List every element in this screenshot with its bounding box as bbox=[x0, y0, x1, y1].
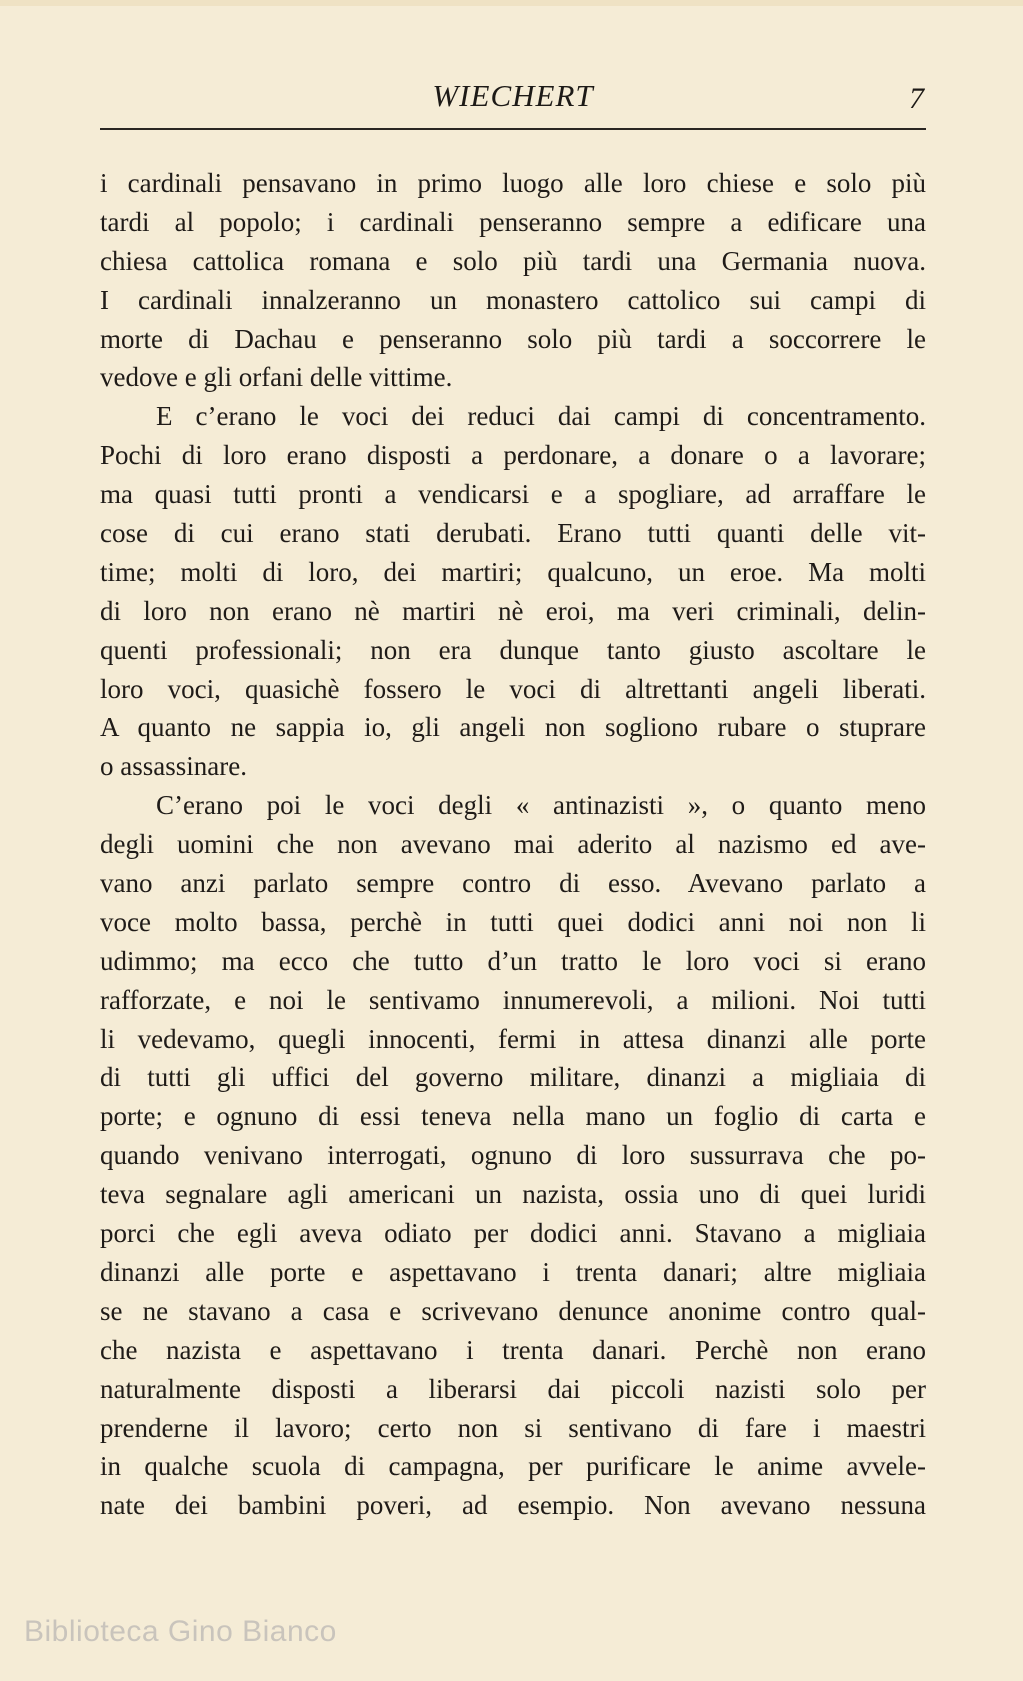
text-line: di loro non erano nè martiri nè eroi, ma veri criminali, delin- bbox=[100, 595, 926, 626]
text-line: vedove e gli orfani delle vittime. bbox=[100, 362, 453, 393]
text-line: i cardinali pensavano in primo luogo alle loro chiese e solo più bbox=[100, 168, 926, 198]
text-line: o assassinare. bbox=[100, 751, 247, 782]
text-line: teva segnalare agli americani un nazista, ossia uno di quei luridi bbox=[100, 1179, 926, 1210]
text-line: C’erano poi le voci degli « antinazisti », o quanto meno bbox=[156, 790, 926, 821]
text-line: degli uomini che non avevano mai aderito al nazismo ed ave- bbox=[100, 829, 926, 860]
text-line: quando venivano interrogati, ognuno di loro sussurrava che po- bbox=[100, 1140, 926, 1171]
header-rule bbox=[100, 128, 926, 130]
text-line: quenti professionali; non era dunque tanto giusto ascoltare le bbox=[100, 634, 926, 665]
text-line: loro voci, quasichè fossero le voci di altrettanti angeli liberati. bbox=[100, 673, 926, 704]
text-line: morte di Dachau e penseranno solo più tardi a soccorrere le bbox=[100, 323, 926, 354]
text-line: time; molti di loro, dei martiri; qualcuno, un eroe. Ma molti bbox=[100, 556, 926, 587]
text-line: udimmo; ma ecco che tutto d’un tratto le loro voci si erano bbox=[100, 945, 926, 976]
text-line: porte; e ognuno di essi teneva nella mano un foglio di carta e bbox=[100, 1101, 926, 1132]
text-line: chiesa cattolica romana e solo più tardi una Germania nuova. bbox=[100, 245, 926, 276]
text-line: vano anzi parlato sempre contro di esso. Avevano parlato a bbox=[100, 868, 926, 899]
text-line: I cardinali innalzeranno un monastero cattolico sui campi di bbox=[100, 284, 926, 315]
page-edge bbox=[0, 0, 1023, 6]
text-line: li vedevamo, quegli innocenti, fermi in attesa dinanzi alle porte bbox=[100, 1023, 926, 1054]
text-line: Pochi di loro erano disposti a perdonare, a donare o a lavorare; bbox=[100, 440, 926, 471]
text-line: ma quasi tutti pronti a vendicarsi e a spogliare, ad arraffare le bbox=[100, 479, 926, 510]
running-head: WIECHERT bbox=[432, 78, 594, 113]
text-line: in qualche scuola di campagna, per purificare le anime avvele- bbox=[100, 1451, 926, 1482]
text-line: di tutti gli uffici del governo militare, dinanzi a migliaia di bbox=[100, 1062, 926, 1093]
text-line: nate dei bambini poveri, ad esempio. Non avevano nessuna bbox=[100, 1490, 926, 1521]
text-line: naturalmente disposti a liberarsi dai piccoli nazisti solo per bbox=[100, 1373, 926, 1404]
text-line: voce molto bassa, perchè in tutti quei dodici anni noi non li bbox=[100, 906, 926, 937]
body-text bbox=[100, 164, 926, 1525]
text-line: dinanzi alle porte e aspettavano i trenta danari; altre migliaia bbox=[100, 1256, 926, 1287]
text-line: che nazista e aspettavano i trenta danari. Perchè non erano bbox=[100, 1334, 926, 1365]
page-number: 7 bbox=[909, 82, 924, 115]
library-watermark: Biblioteca Gino Bianco bbox=[24, 1615, 337, 1648]
text-line: A quanto ne sappia io, gli angeli non sogliono rubare o stuprare bbox=[100, 712, 926, 743]
text-line: rafforzate, e noi le sentivamo innumerevoli, a milioni. Noi tutti bbox=[100, 984, 926, 1015]
text-line: E c’erano le voci dei reduci dai campi di concentramento. bbox=[156, 401, 926, 432]
text-line: se ne stavano a casa e scrivevano denunce anonime contro qual- bbox=[100, 1295, 926, 1326]
text-line: porci che egli aveva odiato per dodici anni. Stavano a migliaia bbox=[100, 1218, 926, 1249]
page-header bbox=[100, 72, 926, 128]
text-line: prenderne il lavoro; certo non si sentivano di fare i maestri bbox=[100, 1412, 926, 1443]
text-line: cose di cui erano stati derubati. Erano tutti quanti delle vit- bbox=[100, 518, 926, 549]
text-line: tardi al popolo; i cardinali penseranno sempre a edificare una bbox=[100, 206, 926, 237]
